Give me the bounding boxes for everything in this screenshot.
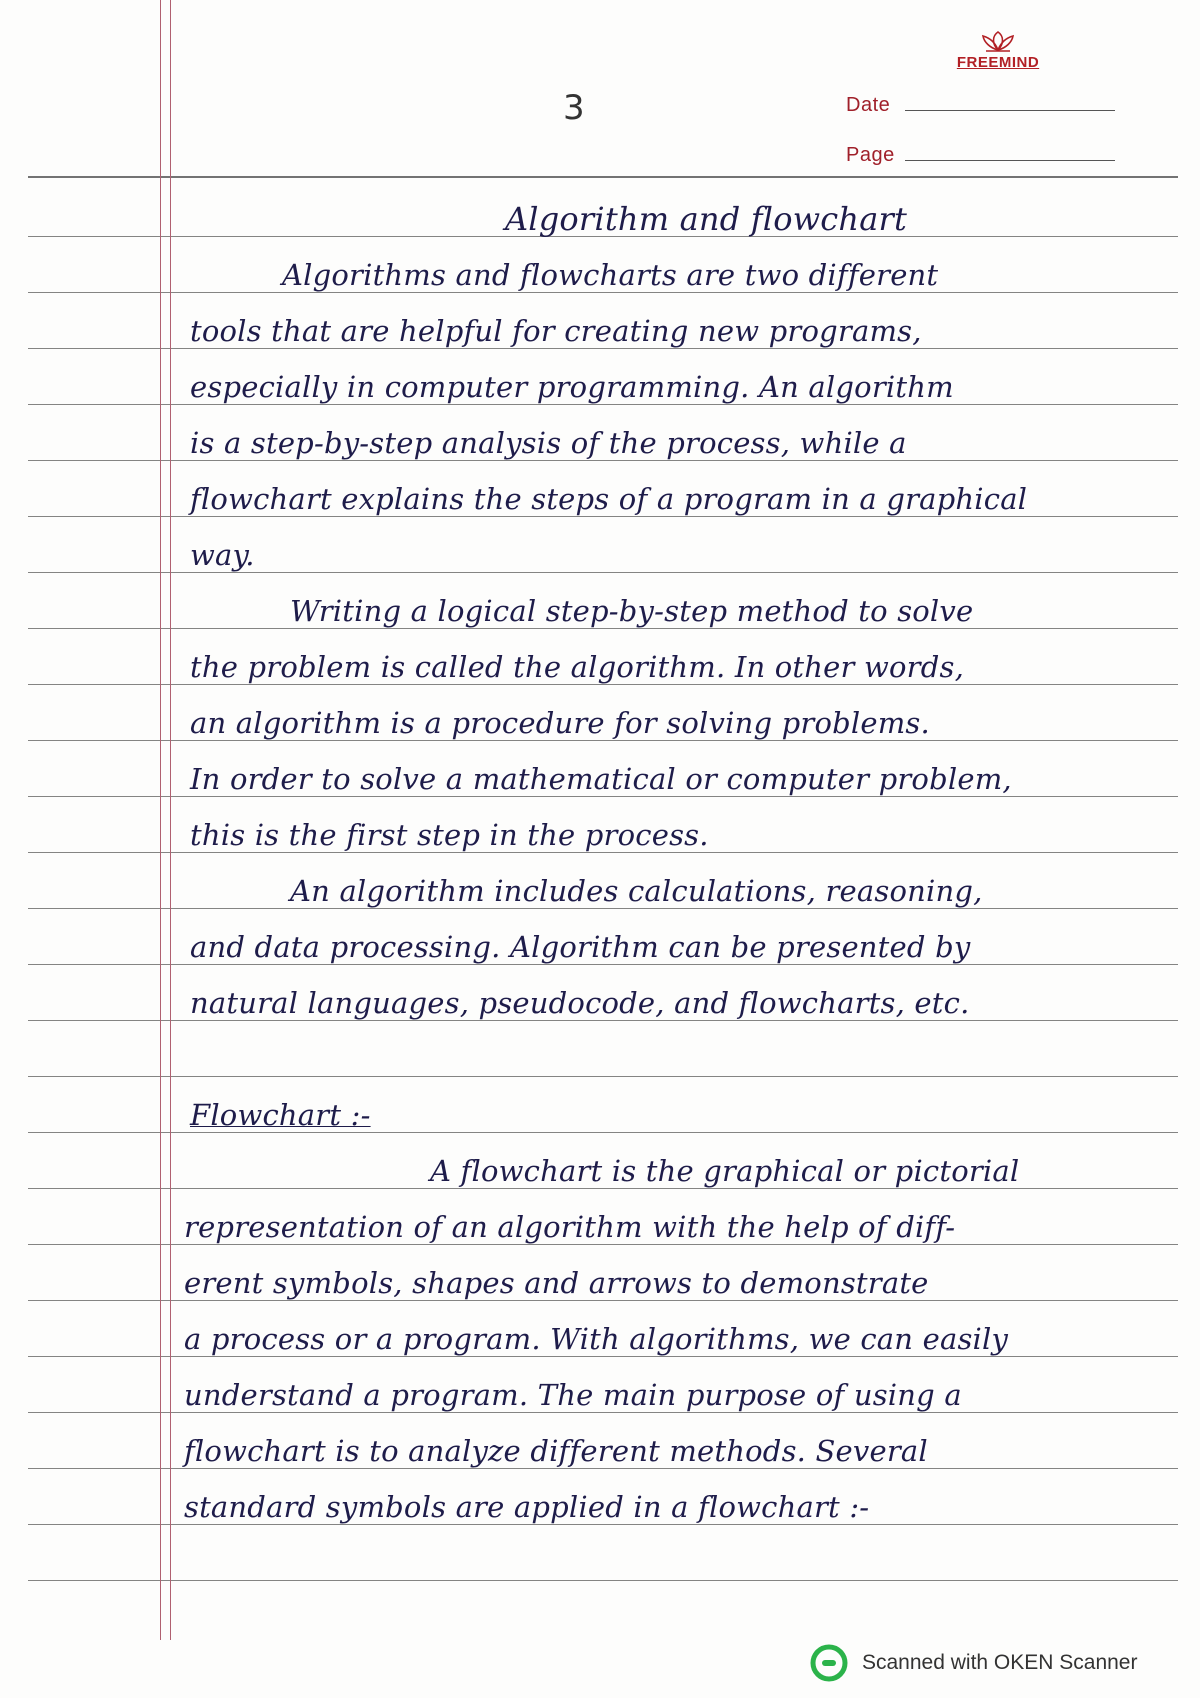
text-line: natural languages, pseudocode, and flowcharts, etc.	[190, 986, 970, 1020]
text-line: a process or a program. With algorithms, we can easily	[184, 1322, 1009, 1356]
ruled-line	[28, 852, 1178, 853]
text-line: tools that are helpful for creating new programs,	[190, 314, 922, 348]
ruled-line	[28, 460, 1178, 461]
ruled-line	[28, 348, 1178, 349]
ruled-line	[28, 1412, 1178, 1413]
ruled-line	[28, 740, 1178, 741]
section-heading: Flowchart :-	[190, 1098, 371, 1132]
ruled-line	[28, 292, 1178, 293]
ruled-line	[28, 572, 1178, 573]
text-line: An algorithm includes calculations, reasoning,	[290, 874, 983, 908]
ruled-line	[28, 796, 1178, 797]
text-line: flowchart is to analyze different methods. Several	[184, 1434, 928, 1468]
text-line: and data processing. Algorithm can be presented by	[190, 930, 971, 964]
ruled-line	[28, 1524, 1178, 1525]
ruled-line	[28, 1468, 1178, 1469]
text-line: Algorithms and flowcharts are two different	[282, 258, 939, 292]
lotus-icon	[978, 30, 1018, 52]
text-line: In order to solve a mathematical or computer problem,	[190, 762, 1012, 796]
scanner-watermark	[810, 1644, 1137, 1682]
text-line: standard symbols are applied in a flowchart :-	[184, 1490, 870, 1524]
ruled-line	[28, 1020, 1178, 1021]
ruled-line	[28, 1300, 1178, 1301]
brand-logo	[938, 30, 1058, 71]
text-line: understand a program. The main purpose of using a	[184, 1378, 962, 1412]
handwritten-page-number: 3	[563, 88, 585, 128]
text-line: this is the first step in the process.	[190, 818, 709, 852]
ruled-line	[28, 176, 1178, 178]
brand-name: FREEMIND	[956, 54, 1040, 71]
ruled-line	[28, 1244, 1178, 1245]
text-line: especially in computer programming. An algorithm	[190, 370, 954, 404]
ruled-line	[28, 1188, 1178, 1189]
ruled-line	[28, 684, 1178, 685]
text-line: flowchart explains the steps of a program in a graphical	[190, 482, 1028, 516]
text-line: the problem is called the algorithm. In other words,	[190, 650, 965, 684]
margin-line	[160, 0, 161, 1640]
page-field-line	[905, 160, 1115, 161]
ruled-line	[28, 964, 1178, 965]
scanner-label: Scanned with OKEN Scanner	[862, 1651, 1138, 1674]
text-line: representation of an algorithm with the help of diff-	[184, 1210, 956, 1244]
page-title: Algorithm and flowchart	[505, 200, 908, 238]
text-line: erent symbols, shapes and arrows to demonstrate	[184, 1266, 929, 1300]
text-line: is a step-by-step analysis of the process, while a	[190, 426, 907, 460]
ruled-line	[28, 628, 1178, 629]
oken-scanner-icon	[810, 1644, 848, 1682]
date-label: Date	[846, 94, 891, 116]
ruled-line	[28, 1076, 1178, 1077]
text-line: way.	[190, 538, 255, 572]
date-field-line	[905, 110, 1115, 111]
text-line: Writing a logical step-by-step method to solve	[290, 594, 974, 628]
page-label: Page	[846, 144, 895, 166]
ruled-line	[28, 516, 1178, 517]
ruled-line	[28, 1356, 1178, 1357]
text-line: A flowchart is the graphical or pictorial	[430, 1154, 1020, 1188]
ruled-line	[28, 404, 1178, 405]
text-line: an algorithm is a procedure for solving problems.	[190, 706, 930, 740]
ruled-line	[28, 1580, 1178, 1581]
margin-line	[170, 0, 171, 1640]
ruled-line	[28, 908, 1178, 909]
ruled-line	[28, 1132, 1178, 1133]
